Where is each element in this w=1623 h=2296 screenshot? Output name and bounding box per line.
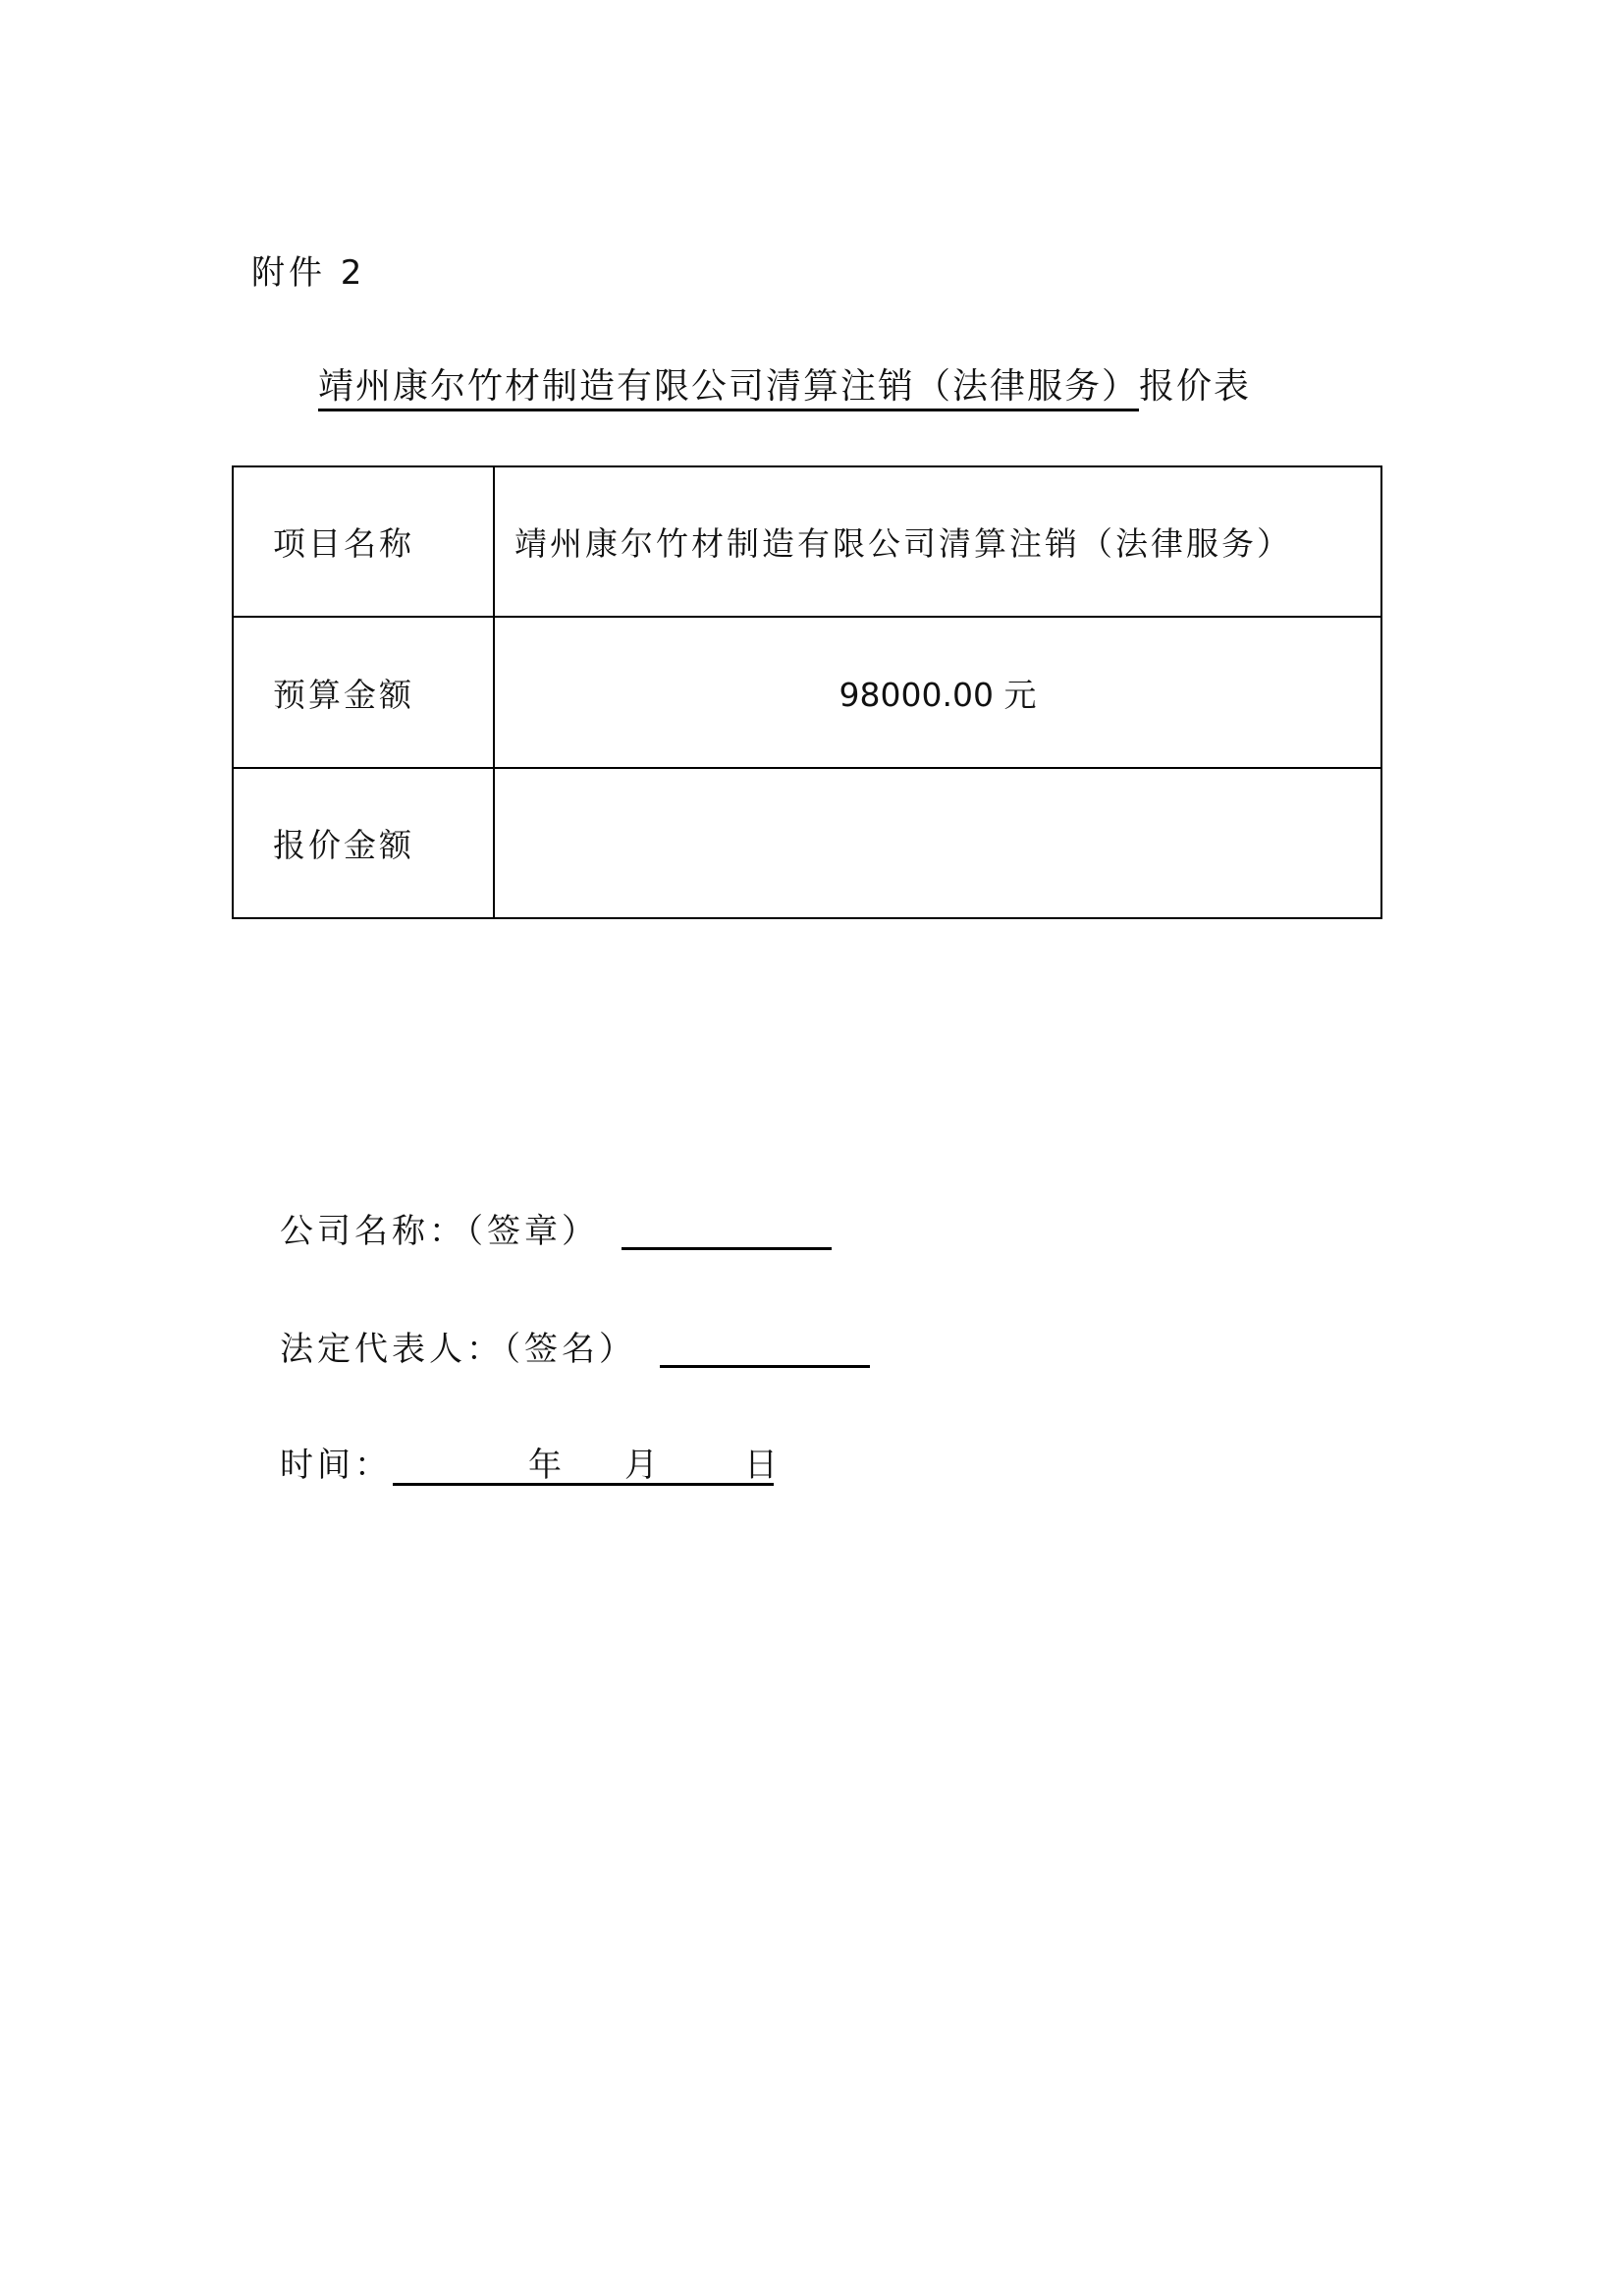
quote-amount-label: 报价金额 bbox=[233, 768, 494, 918]
date-label: 时间： bbox=[280, 1446, 392, 1485]
table-row-quote-amount bbox=[233, 768, 1381, 918]
project-name-label: 项目名称 bbox=[233, 466, 494, 617]
legal-rep-label: 法定代表人：（签名） bbox=[280, 1330, 636, 1369]
table-row-project-name bbox=[233, 466, 1381, 617]
company-name-signature-field[interactable] bbox=[622, 1247, 832, 1250]
document-title-underlined: 靖州康尔竹材制造有限公司清算注销（法律服务） bbox=[318, 366, 1139, 411]
budget-amount-value: 98000.00 元 bbox=[494, 617, 1381, 768]
date-field[interactable] bbox=[393, 1483, 774, 1486]
quote-table bbox=[232, 465, 1382, 919]
project-name-value: 靖州康尔竹材制造有限公司清算注销（法律服务） bbox=[494, 466, 1381, 617]
company-name-label: 公司名称：（签章） bbox=[280, 1212, 599, 1251]
attachment-label: 附件 2 bbox=[251, 253, 366, 293]
legal-rep-signature-field[interactable] bbox=[660, 1365, 870, 1368]
document-title bbox=[318, 365, 1251, 409]
date-month-label: 月 bbox=[624, 1446, 658, 1485]
date-day-label: 日 bbox=[744, 1446, 778, 1485]
budget-amount-label: 预算金额 bbox=[233, 617, 494, 768]
quote-amount-field[interactable] bbox=[494, 768, 1381, 918]
document-title-suffix: 报价表 bbox=[1139, 366, 1252, 407]
table-row-budget-amount bbox=[233, 617, 1381, 768]
date-year-label: 年 bbox=[528, 1446, 562, 1485]
